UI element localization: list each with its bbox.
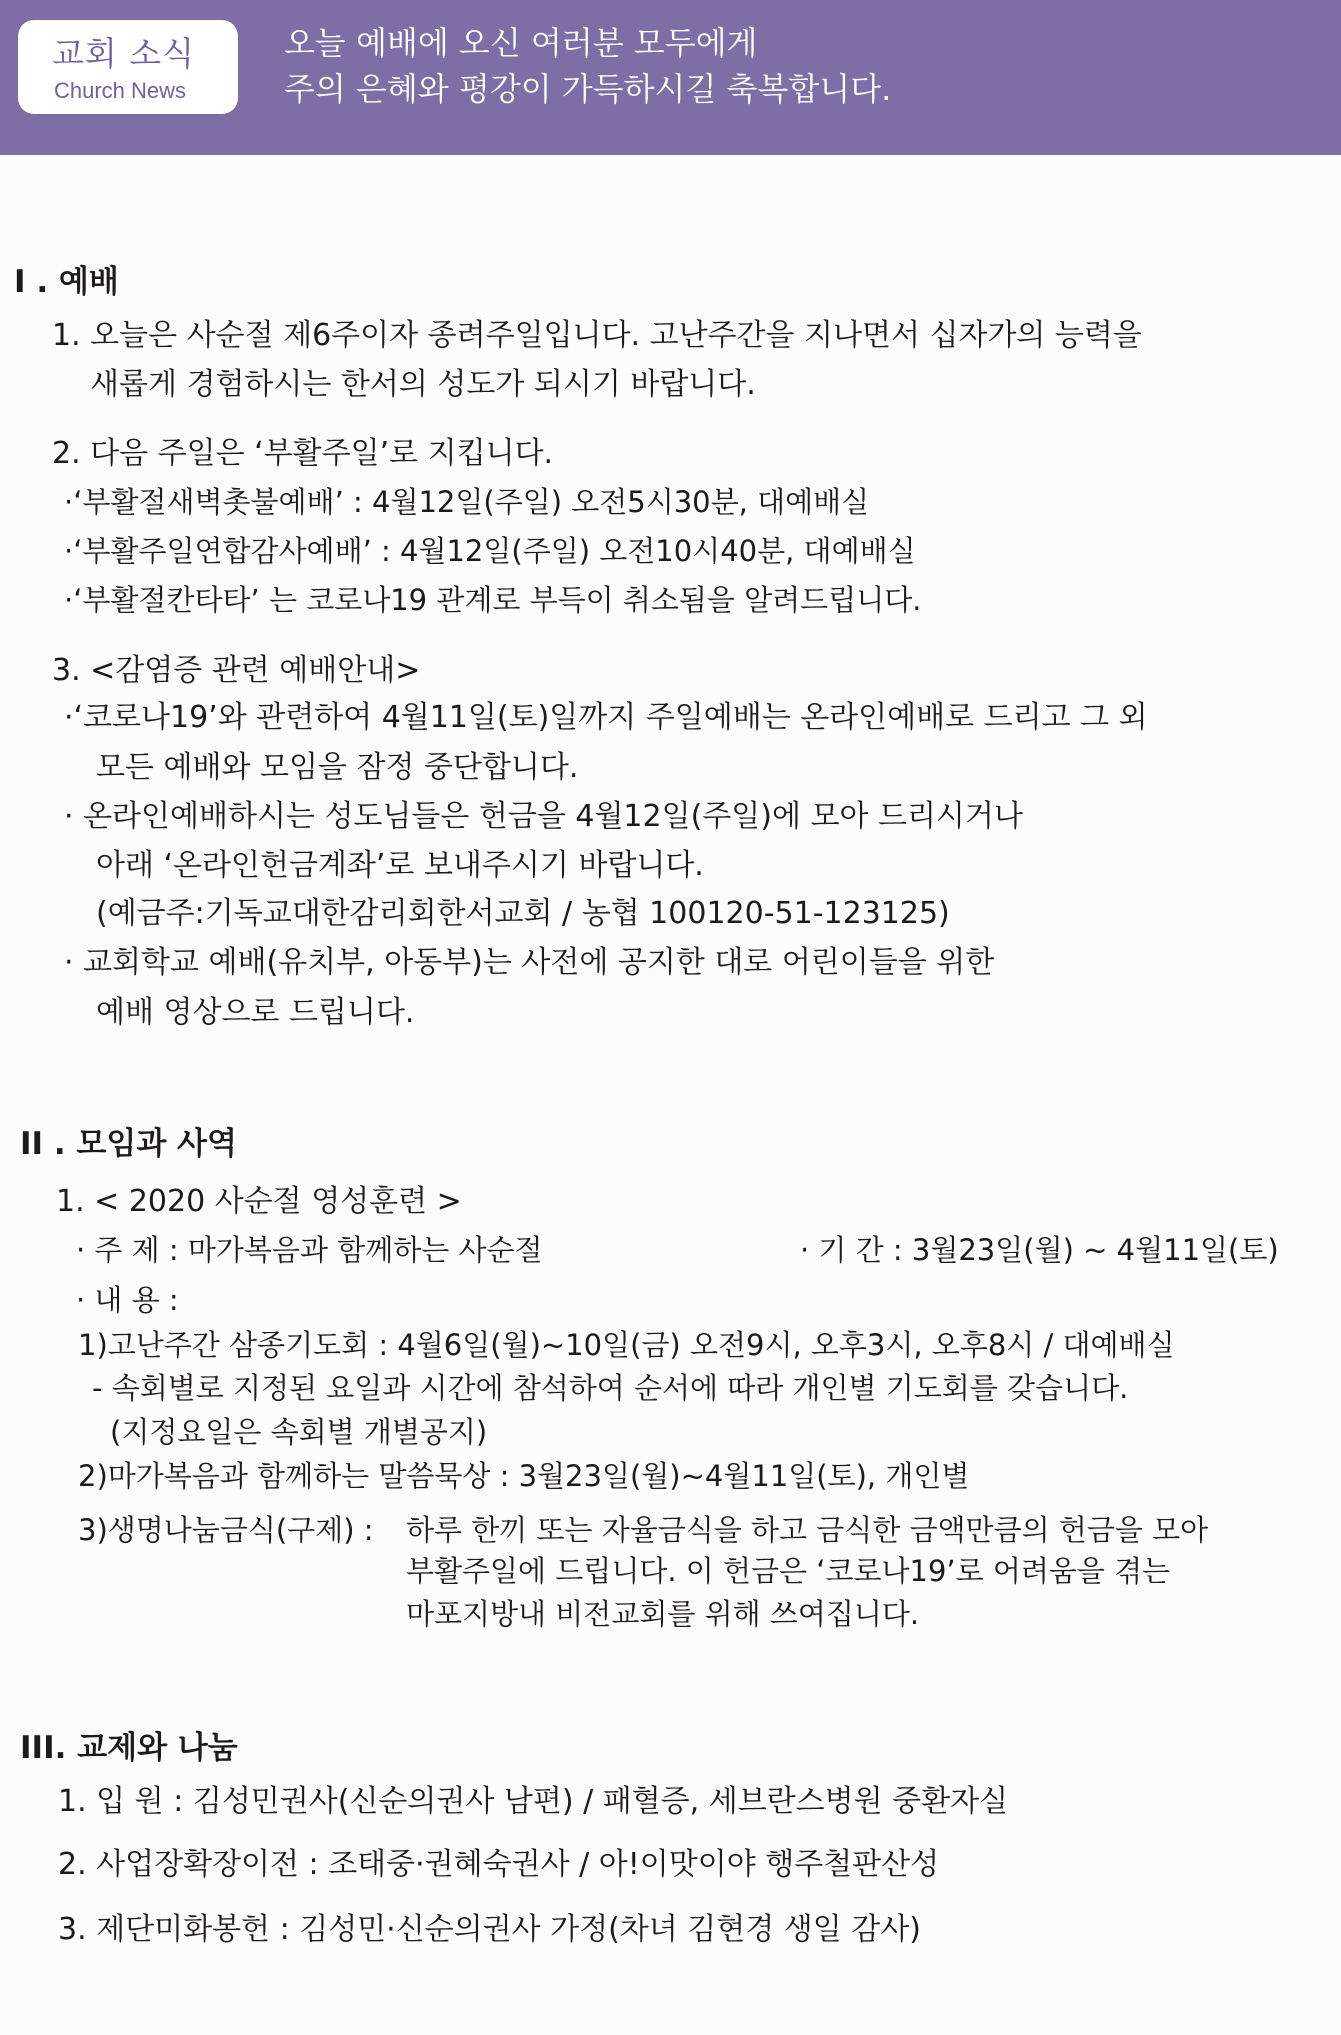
s2-content-label: · 내 용 :: [76, 1283, 179, 1317]
s2-theme: · 주 제 : 마가복음과 함께하는 사순절: [76, 1233, 543, 1267]
s2-sub2: 2)마가복음과 함께하는 말씀묵상 : 3월23일(월)~4월11일(토), 개인별: [78, 1459, 970, 1493]
s2-sub1-note-line2: (지정요일은 속회별 개별공지): [110, 1415, 488, 1449]
s2-sub3-line2: 부활주일에 드립니다. 이 헌금은 ‘코로나19’로 어려움을 겪는: [406, 1554, 1171, 1588]
s2-item1-title: 1. < 2020 사순절 영성훈련 >: [56, 1184, 462, 1219]
s1-item3-b3-line1: · 교회학교 예배(유치부, 아동부)는 사전에 공지한 대로 어린이들을 위한: [64, 945, 995, 980]
s2-sub1-note-line1: - 속회별로 지정된 요일과 시간에 참석하여 순서에 따라 개인별 기도회를 갖습니다.: [92, 1371, 1129, 1405]
s1-item3-b3-line2: 예배 영상으로 드립니다.: [96, 995, 415, 1030]
s1-item1-line1: 1. 오늘은 사순절 제6주이자 종려주일입니다. 고난주간을 지나면서 십자가의 능력을: [52, 318, 1142, 353]
section-1-heading: I . 예배: [14, 264, 119, 300]
section-2-heading: II . 모임과 사역: [20, 1126, 237, 1162]
s1-item2-bullet3: ·‘부활절칸타타’ 는 코로나19 관계로 부득이 취소됨을 알려드립니다.: [64, 583, 922, 617]
s2-sub3-line3: 마포지방내 비전교회를 위해 쓰여집니다.: [406, 1597, 920, 1631]
greeting-line-1: 오늘 예배에 오신 여러분 모두에게: [284, 24, 758, 62]
s3-item3: 3. 제단미화봉헌 : 김성민·신순의권사 가정(차녀 김현경 생일 감사): [58, 1912, 921, 1947]
badge-korean-title: 교회 소식: [52, 34, 196, 73]
s1-item3-b2-line3: (예금주:기독교대한감리회한서교회 / 농협 100120-51-123125): [96, 896, 950, 931]
s1-item3-b1-line1: ·‘코로나19’와 관련하여 4월11일(토)일까지 주일예배는 온라인예배로 드리고 그 외: [64, 700, 1148, 735]
s1-item1-line2: 새롭게 경험하시는 한서의 성도가 되시기 바랍니다.: [90, 367, 756, 402]
s1-item3-b2-line1: · 온라인예배하시는 성도님들은 헌금을 4월12일(주일)에 모아 드리시거나: [64, 799, 1023, 834]
s1-item3-b2-line2: 아래 ‘온라인헌금계좌’로 보내주시기 바랍니다.: [96, 848, 704, 883]
s2-sub1: 1)고난주간 삼종기도회 : 4월6일(월)~10일(금) 오전9시, 오후3시, 오후8시 / 대예배실: [78, 1328, 1175, 1362]
s1-item2-bullet1: ·‘부활절새벽촛불예배’ : 4월12일(주일) 오전5시30분, 대예배실: [64, 485, 870, 519]
s1-item2-bullet2: ·‘부활주일연합감사예배’ : 4월12일(주일) 오전10시40분, 대예배실: [64, 534, 916, 568]
s3-item1: 1. 입 원 : 김성민권사(신순의권사 남편) / 패혈증, 세브란스병원 중환자실: [58, 1784, 1009, 1819]
s1-item3-title: 3. <감염증 관련 예배안내>: [52, 653, 421, 688]
s3-item2: 2. 사업장확장이전 : 조태중·권혜숙권사 / 아!이맛이야 행주철판산성: [58, 1847, 940, 1882]
s2-sub3-line1: 하루 한끼 또는 자율금식을 하고 금식한 금액만큼의 헌금을 모아: [406, 1513, 1209, 1547]
badge-english-title: Church News: [54, 78, 187, 103]
s2-sub3-label: 3)생명나눔금식(구제) :: [78, 1513, 374, 1547]
s2-period: · 기 간 : 3월23일(월) ~ 4월11일(토): [800, 1233, 1279, 1267]
s1-item2-title: 2. 다음 주일은 ‘부활주일’로 지킵니다.: [52, 436, 554, 471]
section-3-heading: III. 교제와 나눔: [20, 1730, 238, 1766]
s1-item3-b1-line2: 모든 예배와 모임을 잠정 중단합니다.: [96, 750, 579, 785]
greeting-line-2: 주의 은혜와 평강이 가득하시길 축복합니다.: [284, 70, 892, 108]
